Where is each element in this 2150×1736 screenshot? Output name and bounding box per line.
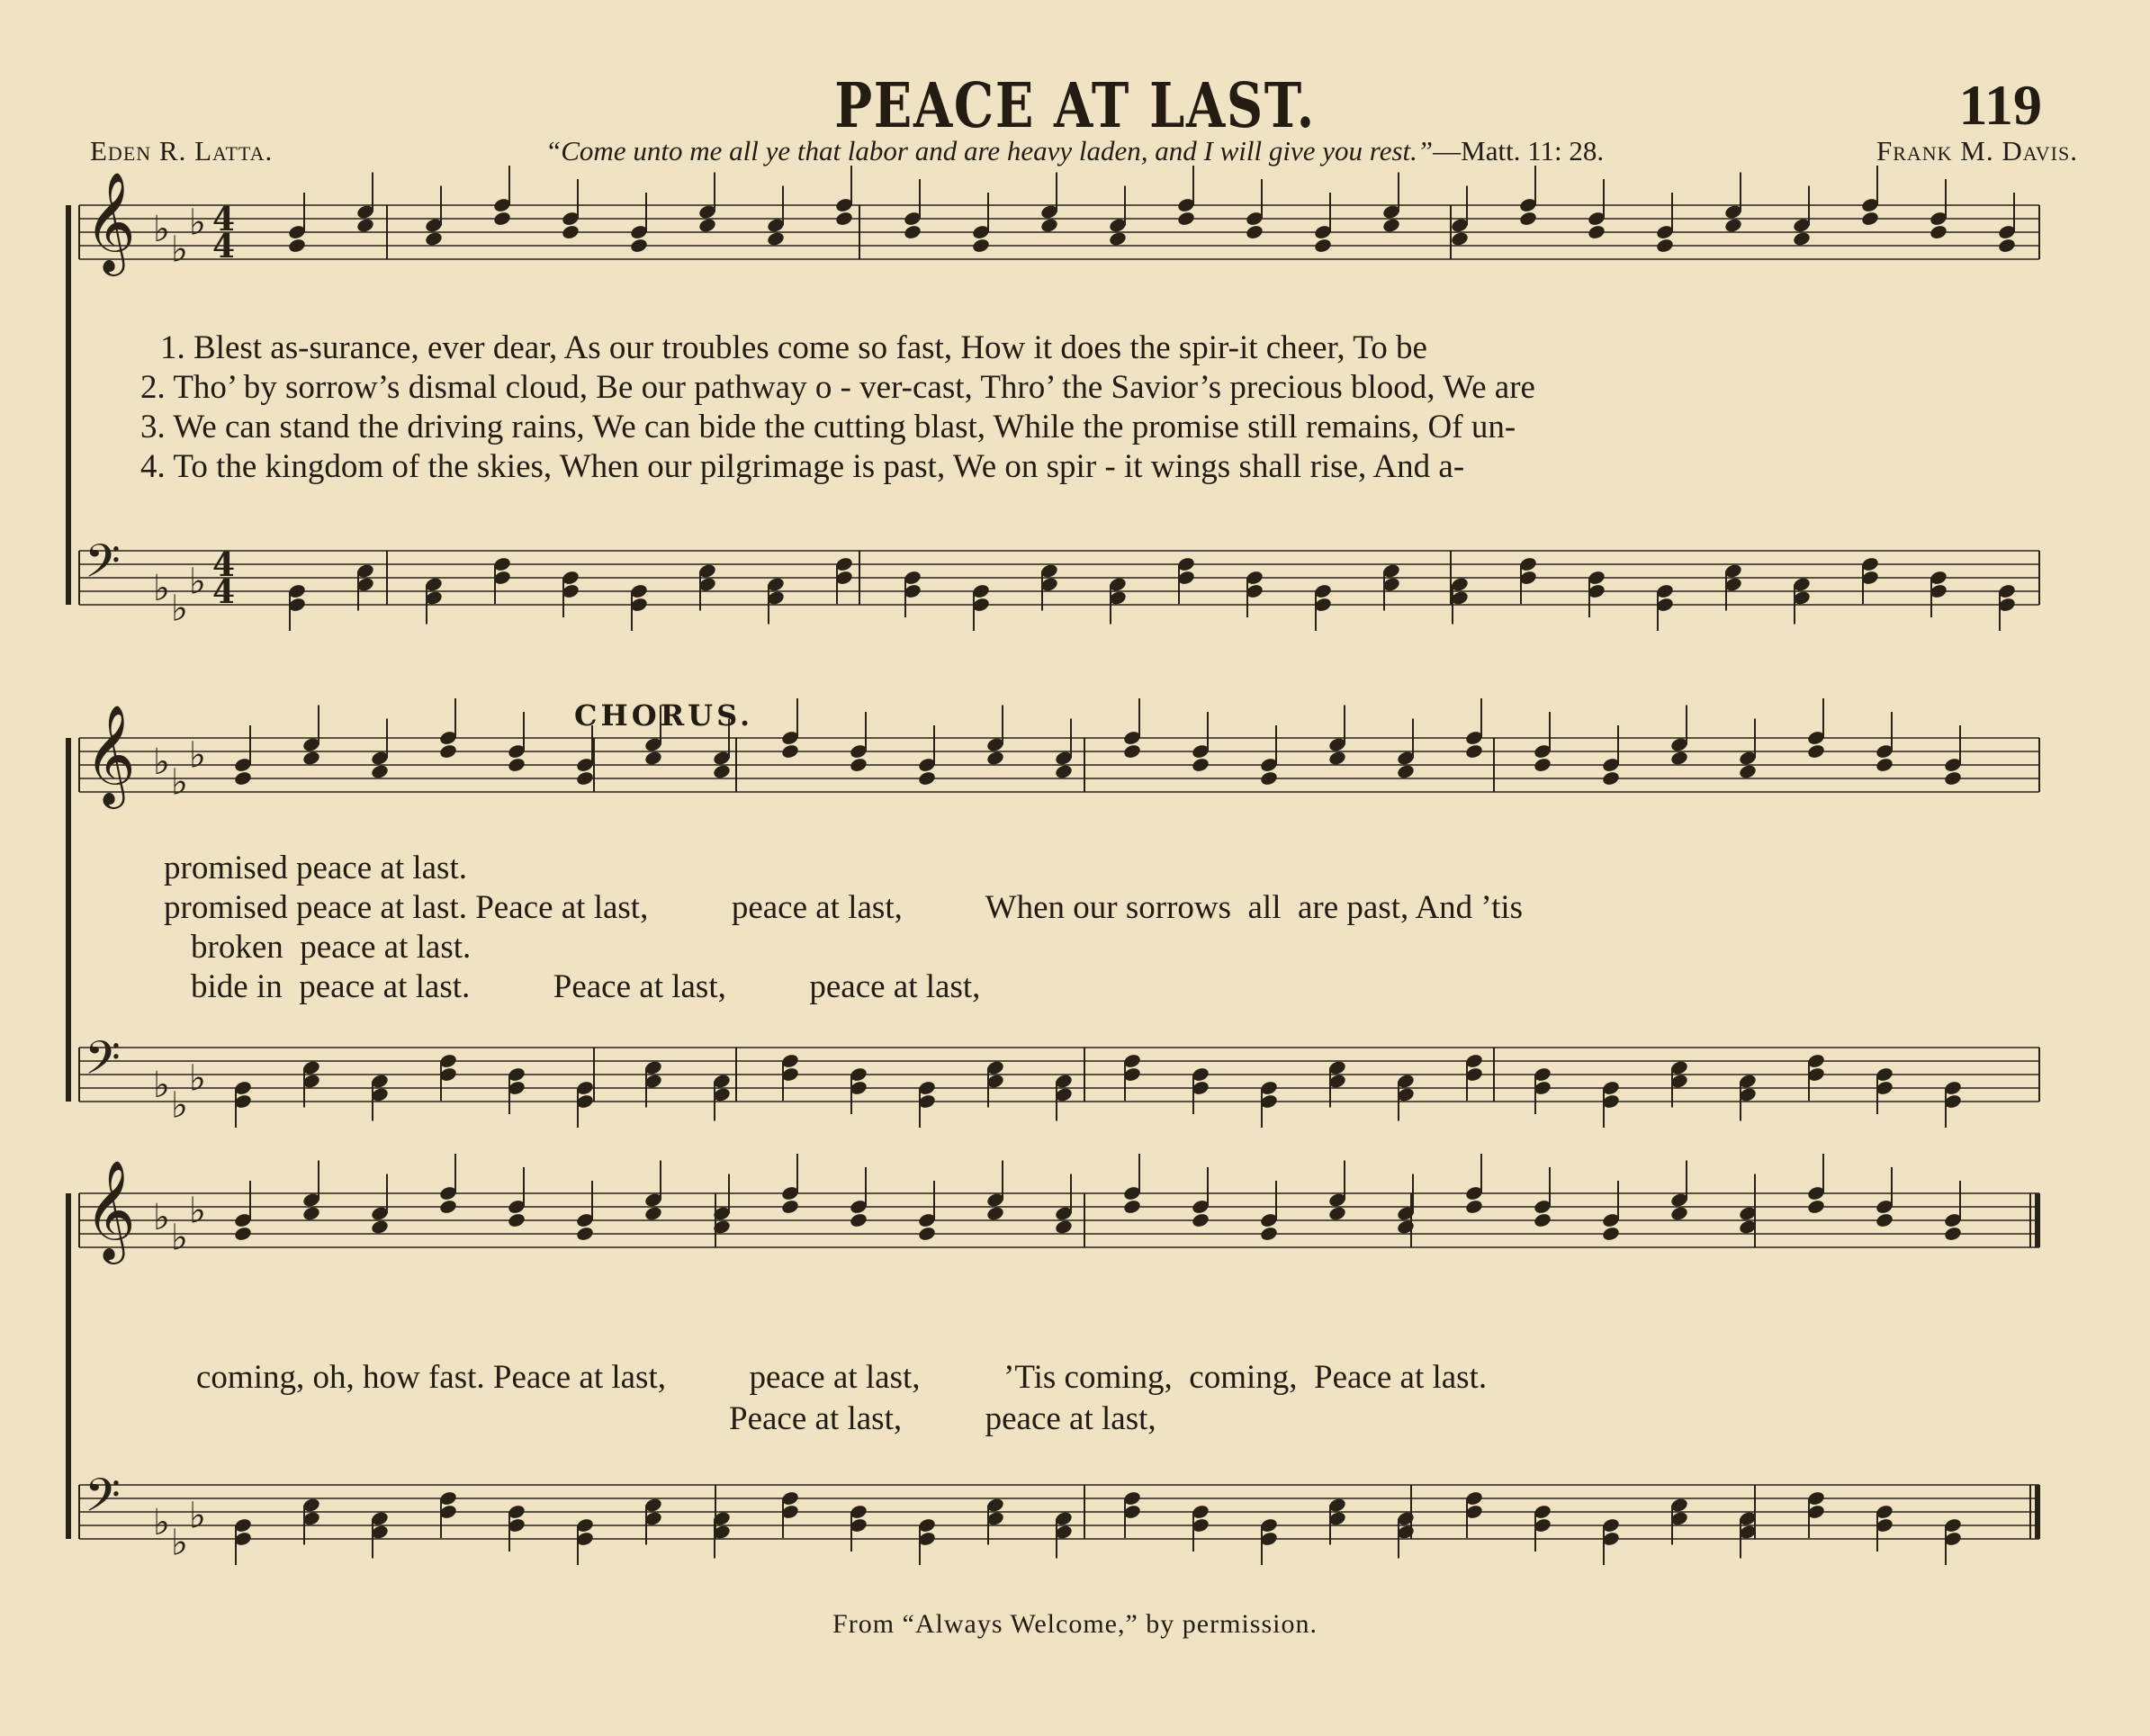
note-head — [1929, 224, 1948, 241]
note-head — [1259, 1226, 1279, 1243]
composer-name: Frank M. Davis. — [1876, 135, 2078, 166]
note-head — [697, 217, 717, 234]
note-head — [1191, 757, 1210, 774]
page-number: 119 — [1958, 73, 2042, 137]
note-head — [1259, 770, 1279, 787]
note-head — [575, 770, 595, 787]
note-head — [561, 224, 580, 241]
note-head — [1381, 217, 1401, 234]
flat-icon: ♭ — [189, 734, 206, 777]
note-head — [1601, 1226, 1621, 1243]
verse-line-2: 2. Tho’ by sorrow’s dismal cloud, Be our pathway o - ver-cast, Thro’ the Savior’s precious blood, We are — [140, 369, 1535, 406]
note-head — [834, 211, 854, 228]
flat-icon: ♭ — [153, 568, 170, 609]
note-head — [1792, 230, 1812, 247]
note-head — [917, 1226, 937, 1243]
note-head — [1533, 757, 1552, 774]
note-head — [985, 1205, 1005, 1222]
note-head — [903, 224, 922, 241]
footer-credit: From “Always Welcome,” by permission. — [832, 1609, 1318, 1639]
flat-icon: ♭ — [171, 761, 188, 804]
hymn-title: PEACE AT LAST. — [834, 70, 1316, 142]
flat-icon: ♭ — [153, 1197, 170, 1238]
note-head — [1806, 1199, 1826, 1216]
system3-lyric-2: Peace at last, peace at last, — [729, 1400, 1156, 1437]
note-head — [917, 770, 937, 787]
note-head — [1245, 224, 1264, 241]
note-head — [985, 750, 1005, 767]
note-head — [780, 743, 800, 760]
treble-clef-icon: 𝄞 — [85, 704, 136, 805]
time-signature-numerator: 4 — [212, 546, 236, 584]
time-signature-denominator: 4 — [212, 228, 236, 265]
note-head — [1806, 743, 1826, 760]
note-head — [971, 238, 991, 255]
flat-icon: ♭ — [171, 588, 188, 630]
system2-lyric-2: promised peace at last. Peace at last, peace at last, When our sorrows all are past, And ’tis — [164, 889, 1524, 926]
final-barline-thick — [2035, 1193, 2040, 1247]
note-head — [1587, 224, 1606, 241]
note-head — [1464, 1199, 1484, 1216]
note-head — [1327, 750, 1347, 767]
note-head — [1464, 743, 1484, 760]
note-head — [1396, 763, 1416, 780]
flat-icon: ♭ — [153, 1065, 170, 1106]
note-head — [424, 230, 444, 247]
note-head — [629, 238, 649, 255]
treble-clef-icon: 𝄞 — [85, 171, 136, 272]
note-head — [1039, 217, 1059, 234]
note-head — [1875, 1212, 1894, 1229]
note-head — [1655, 238, 1675, 255]
note-head — [287, 238, 307, 255]
note-head — [643, 750, 663, 767]
note-head — [438, 1199, 458, 1216]
flat-icon: ♭ — [153, 742, 170, 783]
system2-lyric-3: broken peace at last. — [191, 929, 472, 966]
note-head — [1669, 750, 1689, 767]
note-head — [1875, 757, 1894, 774]
note-head — [1191, 1212, 1210, 1229]
note-head — [1943, 1226, 1963, 1243]
system3-lyric-1: coming, oh, how fast. Peace at last, peace at last, ’Tis coming, coming, Peace at last. — [196, 1359, 1488, 1396]
system2-lyric-4: bide in peace at last. Peace at last, peace at last, — [191, 968, 981, 1005]
note-head — [766, 230, 786, 247]
note-head — [1176, 211, 1196, 228]
note-head — [1054, 1219, 1074, 1236]
verse-line-1: 1. Blest as-surance, ever dear, As our troubles come so fast, How it does the spir-it cheer, To be — [160, 329, 1427, 366]
flat-icon: ♭ — [153, 209, 170, 250]
flat-icon: ♭ — [171, 1084, 188, 1127]
final-barline-thick — [2035, 1485, 2040, 1539]
note-head — [492, 211, 512, 228]
flat-icon: ♭ — [189, 1057, 206, 1100]
note-head — [1533, 1212, 1552, 1229]
chorus-label: CHORUS. — [574, 698, 754, 733]
bass-clef-icon: 𝄢 — [85, 1030, 121, 1096]
note-head — [1997, 238, 2017, 255]
note-head — [370, 763, 390, 780]
note-head — [1108, 230, 1128, 247]
note-head — [1122, 743, 1142, 760]
note-head — [1860, 211, 1880, 228]
flat-icon: ♭ — [153, 1502, 170, 1543]
bass-clef-icon: 𝄢 — [85, 534, 121, 599]
note-head — [1054, 763, 1074, 780]
flat-icon: ♭ — [189, 1495, 206, 1537]
note-head — [1518, 211, 1538, 228]
note-head — [1450, 230, 1470, 247]
verse-line-3: 3. We can stand the driving rains, We can bide the cutting blast, While the promise still remains, Of un- — [140, 409, 1516, 445]
note-head — [1396, 1219, 1416, 1236]
epigraph-reference: —Matt. 11: 28. — [1433, 135, 1605, 166]
system2-lyric-1: promised peace at last. — [164, 850, 467, 886]
treble-clef-icon: 𝄞 — [85, 1159, 136, 1260]
flat-icon: ♭ — [189, 1190, 206, 1232]
note-head — [643, 1205, 663, 1222]
note-head — [1313, 238, 1333, 255]
note-head — [370, 1219, 390, 1236]
time-signature-denominator: 4 — [212, 573, 236, 611]
note-head — [301, 1205, 321, 1222]
flat-icon: ♭ — [189, 202, 206, 244]
note-head — [507, 757, 526, 774]
note-head — [780, 1199, 800, 1216]
note-head — [712, 763, 732, 780]
epigraph-quote: “Come unto me all ye that labor and are heavy laden, and I will give you rest.” — [545, 135, 1434, 166]
note-head — [1327, 1205, 1347, 1222]
verse-line-4: 4. To the kingdom of the skies, When our pilgrimage is past, We on spir - it wings shall rise, And a- — [140, 448, 1465, 485]
bass-clef-icon: 𝄢 — [85, 1468, 121, 1534]
note-head — [1723, 217, 1743, 234]
lyricist-name: Eden R. Latta. — [90, 135, 274, 166]
note-head — [301, 750, 321, 767]
note-head — [849, 757, 868, 774]
note-head — [1601, 770, 1621, 787]
flat-icon: ♭ — [189, 561, 206, 603]
note-head — [849, 1212, 868, 1229]
note-head — [438, 743, 458, 760]
note-head — [355, 217, 375, 234]
flat-icon: ♭ — [171, 229, 188, 271]
note-head — [233, 770, 253, 787]
flat-icon: ♭ — [171, 1217, 188, 1259]
note-head — [1669, 1205, 1689, 1222]
time-signature-numerator: 4 — [212, 201, 236, 238]
note-head — [1122, 1199, 1142, 1216]
note-head — [575, 1226, 595, 1243]
note-head — [507, 1212, 526, 1229]
note-head — [1943, 770, 1963, 787]
flat-icon: ♭ — [171, 1522, 188, 1564]
note-head — [1738, 763, 1758, 780]
note-head — [233, 1226, 253, 1243]
